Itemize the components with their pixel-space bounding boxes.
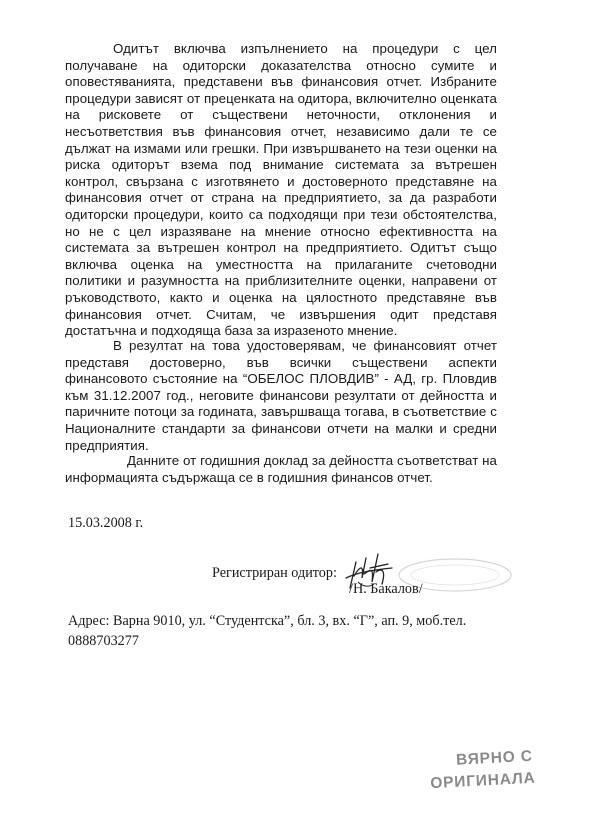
auditor-address: Адрес: Варна 9010, ул. “Студентска”, бл. 3, вх. “Г”, ап. 9, моб.тел. 0888703277 xyxy=(68,613,467,649)
annual-report-paragraph: Данните от годишния доклад за дейността съответстват на информацията съдържаща се в годишния финансов отчет. xyxy=(65,453,497,485)
true-copy-stamp xyxy=(424,745,557,807)
stamp-line-1: ВЯРНО С xyxy=(455,747,534,769)
stamp-line-2: ОРИГИНАЛА xyxy=(429,769,536,793)
auditor-name: /Н. Бакалов/ xyxy=(349,581,423,597)
audit-procedures-paragraph: Одитът включва изпълнението на процедури с цел получаване на одиторски доказателства относно сумите и оповестяванията, представени във финансовия отчет. Избраните процедури зависят от преценката на одитора, включително оценката на рисковете от съществени неточности, отклонения и несъответствия във финансовия отчет, независимо дали те се дължат на измами или грешки. При извършването на тези оценки на риска одиторът взема под внимание системата за вътрешен контрол, свързана с изготвянето и достоверното представяне на финансовия отчет от страна на предприятието, за да разработи одиторски процедури, които са подходящи при тези обстоятелства, но не с цел изразяване на мнение относно ефективността на системата за вътрешен контрол на предприятието. Одитът също включва оценка на уместността на прилаганите счетоводни политики и разумността на приблизителните оценки, направени от ръководството, както и оценка на цялостното представяне във финансовия отчет. Считам, че извършения одит представя достатъчна и подходяща база за изразеното мнение. xyxy=(65,41,497,339)
auditor-label: Регистриран одитор: xyxy=(212,565,337,581)
audit-opinion-paragraph: В резултат на това удостоверявам, че финансовият отчет представя достоверно, във всички съществени аспекти финансовото състояние на “ОБЕЛОС ПЛОВДИВ” - АД, гр. Пловдив към 31.12.2007 год., неговите финансови резултати от дейността и паричните потоци за годината, завършваща тогава, в съответствие с Националните стандарти за финансови отчети на малки и средни предприятия. xyxy=(65,338,497,453)
report-date: 15.03.2008 г. xyxy=(68,515,144,531)
